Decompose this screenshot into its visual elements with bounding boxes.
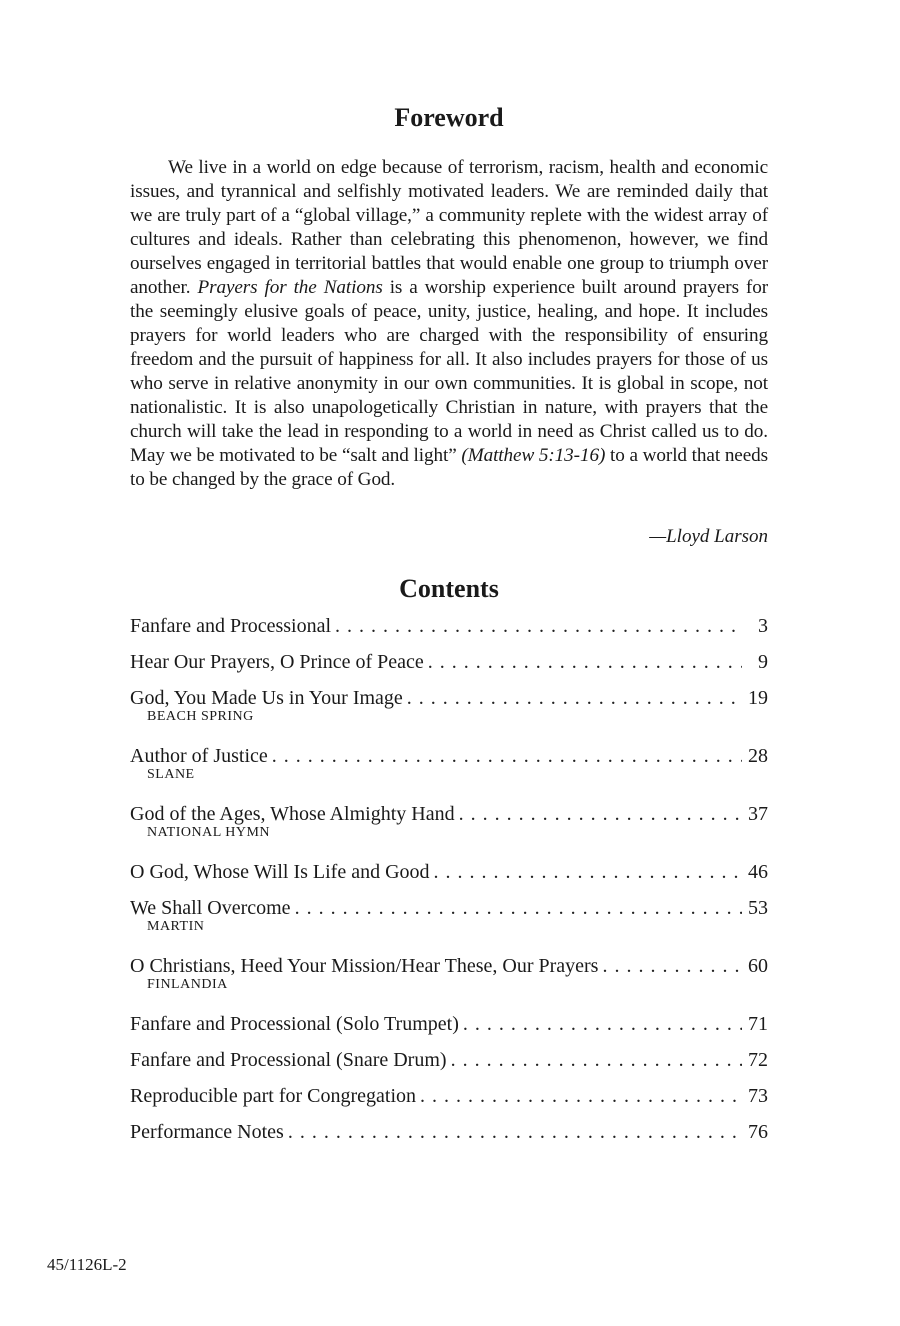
foreword-title: Foreword: [394, 103, 504, 132]
foreword-text-before: We live in a world on edge because of terrorism, racism, health and economic issues, and tyrannical and selfishly motivated leaders. We are reminded daily that we are truly part of a “global village,” a community replete with the widest array of cultures and ideals. Rather than celebrating this phenomenon, however, we find ourselves engaged in territorial battles that would enable one group to triumph over another.: [130, 157, 768, 298]
toc-dot-leader: [335, 612, 742, 640]
toc-entry-row: [130, 1010, 768, 1038]
toc-entry-tune-name: FINLANDIA: [147, 977, 228, 992]
toc-entry-title: Reproducible part for Congregation: [130, 1085, 417, 1107]
toc-entry-title: Author of Justice: [130, 745, 268, 767]
toc-entry-page-number: 28: [748, 745, 768, 767]
toc-entry-title: O Christians, Heed Your Mission/Hear These, Our Prayers: [130, 955, 599, 977]
foreword-signature: —Lloyd Larson: [649, 526, 768, 547]
toc-entry[interactable]: [130, 800, 768, 841]
toc-entry[interactable]: [130, 612, 768, 640]
toc-entry-page-number: 71: [748, 1013, 768, 1035]
toc-entry[interactable]: [130, 1010, 768, 1038]
toc-entry-row: [130, 894, 768, 922]
toc-dot-leader: [463, 1010, 742, 1038]
toc-dot-leader: [272, 742, 742, 770]
toc-dot-leader: [451, 1046, 742, 1074]
toc-entry[interactable]: [130, 858, 768, 886]
toc-entry[interactable]: [130, 1118, 768, 1146]
toc-entry[interactable]: [130, 648, 768, 676]
toc-entry[interactable]: [130, 952, 768, 993]
toc-entry-title: God, You Made Us in Your Image: [130, 687, 403, 709]
toc-entry[interactable]: [130, 894, 768, 935]
toc-entry-title: O God, Whose Will Is Life and Good: [130, 861, 430, 883]
toc-entry-title: Fanfare and Processional: [130, 615, 332, 637]
foreword-text-middle: is a worship experience built around prayers for the seemingly elusive goals of peace, unity, justice, healing, and hope. It includes prayers for world leaders who are charged with the responsibility of ensuring freedom and the pursuit of happiness for all. It also includes prayers for those of us who serve in relative anonymity in our own communities. It is global in scope, not nationalistic. It is also unapologetically Christian in nature, with prayers that the church will take the lead in responding to a world in need as Christ called us to do. May we be motivated to be “salt and light”: [130, 277, 769, 466]
toc-entry-page-number: 19: [748, 687, 768, 709]
toc-entry[interactable]: [130, 1082, 768, 1110]
toc-entry-title: We Shall Overcome: [130, 897, 291, 919]
toc-entry-tune-name: MARTIN: [147, 919, 205, 934]
toc-entry-page-number: 46: [748, 861, 768, 883]
foreword-italic-title: Prayers for the Nations: [197, 277, 383, 298]
toc-entry-row: [130, 612, 768, 640]
toc-entry-title: Fanfare and Processional (Snare Drum): [130, 1049, 447, 1071]
foreword-paragraph: [130, 156, 768, 492]
foreword-text-after: to a world that needs to be changed by the grace of God.: [130, 445, 769, 490]
toc-entry-title: Fanfare and Processional (Solo Trumpet): [130, 1013, 459, 1035]
toc-entry-row: [130, 1046, 768, 1074]
toc-entry[interactable]: [130, 1046, 768, 1074]
toc-entry-row: [130, 684, 768, 712]
toc-entry-page-number: 76: [748, 1121, 768, 1143]
toc-entry-page-number: 60: [748, 955, 768, 977]
toc-entry-row: [130, 800, 768, 828]
toc-dot-leader: [602, 952, 742, 980]
toc-entry-row: [130, 858, 768, 886]
toc-dot-leader: [288, 1118, 742, 1146]
toc-entry-tune-name: NATIONAL HYMN: [147, 825, 271, 840]
toc-entry-title: Hear Our Prayers, O Prince of Peace: [130, 651, 424, 673]
toc-dot-leader: [420, 1082, 742, 1110]
toc-entry-title: Performance Notes: [130, 1121, 284, 1143]
toc-entry-row: [130, 1118, 768, 1146]
toc-entry-page-number: 73: [748, 1085, 768, 1107]
toc-dot-leader: [459, 800, 742, 828]
page-footer-code: 45/1126L-2: [47, 1255, 127, 1274]
contents-title: Contents: [399, 574, 499, 603]
toc-entry-title: God of the Ages, Whose Almighty Hand: [130, 803, 455, 825]
toc-entry-row: [130, 742, 768, 770]
toc-entry-tune-name: SLANE: [147, 767, 195, 782]
toc-entry-page-number: 3: [758, 615, 768, 637]
toc-entry-row: [130, 648, 768, 676]
toc-entry-row: [130, 1082, 768, 1110]
toc-dot-leader: [295, 894, 742, 922]
foreword-scripture-reference: (Matthew 5:13-16): [461, 445, 606, 466]
toc-entry-page-number: 37: [748, 803, 768, 825]
toc-entry-tune-name: BEACH SPRING: [147, 709, 254, 724]
toc-entry-page-number: 53: [748, 897, 768, 919]
toc-dot-leader: [434, 858, 742, 886]
toc-entry-page-number: 9: [758, 651, 768, 673]
toc-entry-row: [130, 952, 768, 980]
toc-dot-leader: [407, 684, 742, 712]
toc-entry-page-number: 72: [748, 1049, 768, 1071]
toc-dot-leader: [428, 648, 742, 676]
toc-entry[interactable]: [130, 684, 768, 725]
toc-entry[interactable]: [130, 742, 768, 783]
